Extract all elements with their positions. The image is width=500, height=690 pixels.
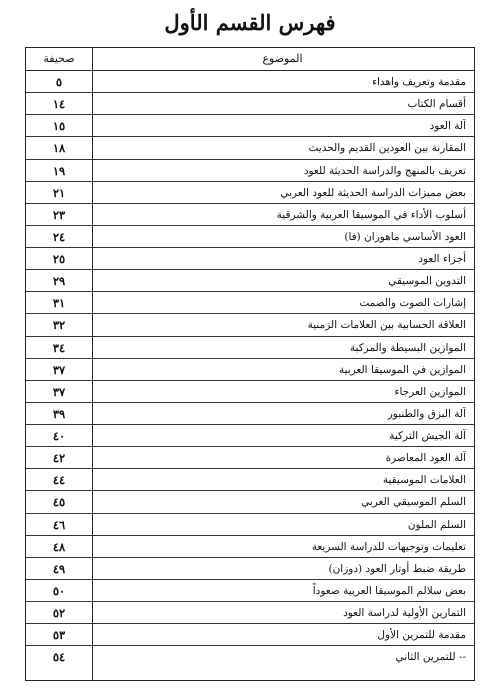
header-topic: الموضوع [262, 52, 303, 65]
entry-topic: العلاقة الحسابية بين العلامات الزمنية [307, 319, 466, 332]
entry-page-number: ٤٥ [52, 495, 66, 510]
table-row [26, 292, 474, 314]
entry-topic: التمارين الأولية لدراسة العود [343, 607, 466, 619]
entry-page-number: ٣٢ [52, 318, 66, 333]
entry-topic: تعريف بالمنهج والدراسة الحديثة للعود [303, 164, 466, 177]
table-row [26, 71, 474, 93]
table-of-contents [25, 47, 475, 681]
entry-page-number: ٣٧ [52, 384, 66, 399]
entry-topic: أجزاء العود [418, 253, 466, 265]
entry-page-number: ٣٩ [52, 406, 66, 421]
table-row [26, 93, 474, 115]
entry-page-number: ٢١ [52, 185, 66, 200]
table-row [26, 602, 474, 624]
table-row [26, 558, 474, 580]
table-row [26, 646, 474, 668]
entry-topic: مقدمة للتمرين الأول [377, 629, 466, 642]
entry-topic: آلة البزق والطنبور [387, 407, 466, 420]
entry-topic: مقدمة وتعريف واهداء [372, 76, 466, 88]
entry-topic: الموازين في الموسيقا العربية [338, 363, 466, 376]
entry-page-number: ٥٢ [52, 606, 66, 620]
entry-topic: -- للتمرين الثاني [395, 651, 466, 664]
entry-page-number: ١٩ [52, 163, 66, 178]
entry-topic: بعض سلالم الموسيقا العربية صعوداً [312, 584, 466, 597]
entry-page-number: ١٤ [52, 97, 66, 112]
entry-topic: العلامات الموسيقية [382, 474, 466, 487]
entry-topic: أقسام الكتاب [407, 98, 466, 111]
entry-page-number: ٣٤ [52, 340, 66, 355]
table-row [26, 514, 474, 536]
table-row [26, 137, 474, 159]
table-header [26, 48, 474, 71]
entry-topic: آلة العود [429, 120, 466, 133]
table-row [26, 403, 474, 425]
entry-topic: السلم الموسيقي العربي [361, 496, 466, 509]
table-row [26, 359, 474, 381]
table-row [26, 624, 474, 646]
entry-topic: آلة العود المعاصرة [385, 452, 466, 465]
table-row [26, 248, 474, 270]
page-title: فهرس القسم الأول [164, 10, 336, 35]
entry-page-number: ٣١ [52, 296, 66, 311]
entry-page-number: ٥٣ [52, 628, 66, 643]
entry-topic: تعليمات وتوجيهات للدراسة السريعة [311, 540, 466, 553]
entry-topic: آلة الجيش التركية [389, 430, 466, 442]
table-row [26, 160, 474, 182]
table-row [26, 337, 474, 359]
entry-topic: الموازين العرجاء [394, 385, 466, 398]
entry-page-number: ٢٩ [52, 274, 66, 289]
toc-rows [26, 71, 474, 668]
entry-page-number: ٤٤ [52, 473, 66, 488]
entry-topic: أسلوب الأداء في الموسيقا العربية والشرقية [276, 208, 466, 221]
table-row [26, 469, 474, 491]
entry-page-number: ٥٠ [52, 583, 66, 598]
entry-page-number: ٤٩ [52, 561, 66, 576]
table-row [26, 580, 474, 602]
entry-page-number: ٥ [55, 75, 63, 89]
table-row [26, 381, 474, 403]
entry-page-number: ٥٤ [52, 650, 66, 665]
entry-topic: التدوين الموسيقي [388, 275, 466, 288]
entry-topic: بعض مميزات الدراسة الحديثة للعود العربي [280, 186, 466, 199]
entry-topic: طريقة ضبط أوتار العود (دوزان) [328, 562, 466, 575]
entry-topic: إشارات الصوت والصمت [359, 297, 466, 310]
entry-page-number: ٣٧ [52, 362, 66, 377]
entry-page-number: ٢٣ [52, 207, 66, 222]
table-row [26, 270, 474, 292]
entry-page-number: ٤٨ [52, 539, 66, 554]
table-row [26, 204, 474, 226]
table-row [26, 491, 474, 513]
entry-topic: المقارنة بين العودين القديم والحديث [308, 142, 466, 155]
entry-page-number: ٢٥ [52, 252, 66, 266]
table-row [26, 182, 474, 204]
table-row [26, 115, 474, 137]
table-row [26, 447, 474, 469]
entry-page-number: ١٥ [52, 119, 66, 134]
table-row [26, 314, 474, 336]
table-row [26, 226, 474, 248]
entry-page-number: ٤٠ [52, 429, 66, 443]
entry-page-number: ٤٢ [52, 451, 66, 466]
table-row [26, 536, 474, 558]
entry-page-number: ١٨ [52, 141, 66, 156]
entry-topic: الموازين البسيطة والمركبة [349, 341, 466, 354]
entry-topic: السلم الملون [407, 518, 466, 531]
entry-page-number: ٢٤ [52, 229, 66, 244]
entry-page-number: ٤٦ [52, 517, 66, 532]
table-row [26, 425, 474, 447]
entry-topic: العود الأساسي ماهوران (فا) [344, 230, 466, 243]
header-page: صحيفة [43, 52, 75, 65]
